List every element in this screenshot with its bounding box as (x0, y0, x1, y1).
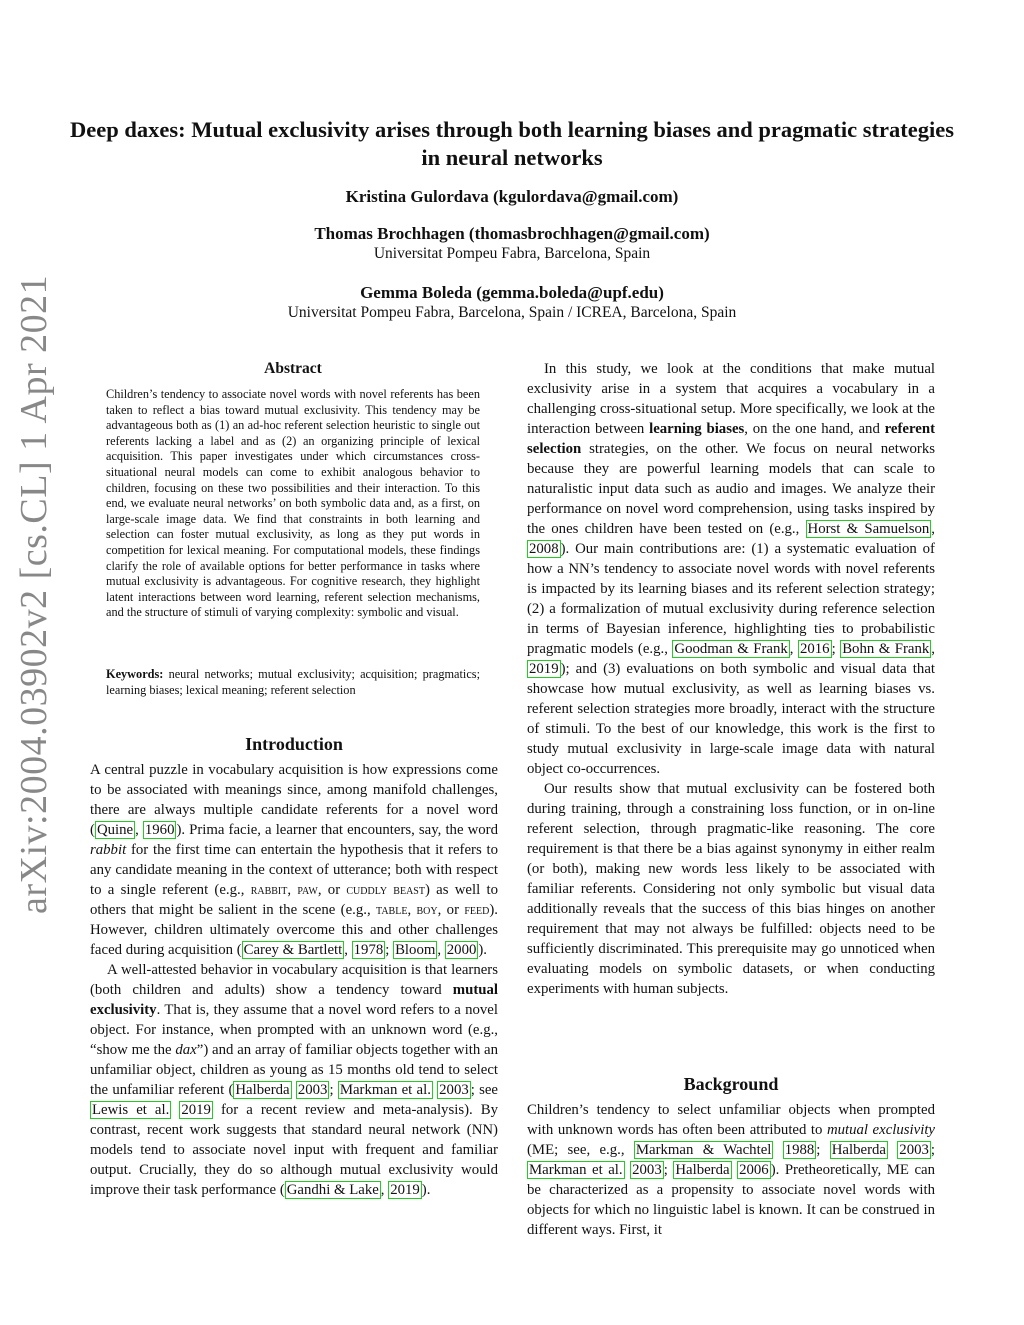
background-body (527, 1100, 935, 1240)
author-2: Thomas Brochhagen (thomasbrochhagen@gmail.com) (314, 224, 710, 243)
citation-link[interactable]: 2000 (446, 942, 477, 958)
citation-link[interactable]: 2019 (529, 661, 559, 677)
arxiv-identifier: arXiv:2004.03902v2 [cs.CL] 1 Apr 2021 (13, 274, 55, 914)
keywords-label: Keywords: (106, 667, 164, 681)
citation-link[interactable]: Goodman & Frank (674, 641, 788, 657)
citation-link[interactable]: Halberda (235, 1082, 290, 1098)
background-heading: Background (683, 1074, 779, 1094)
keywords-list: neural networks; mutual exclusivity; acquisition; pragmatics; learning biases; lexical meaning; referent selection (106, 667, 480, 697)
citation-link[interactable]: Markman et al. (529, 1162, 623, 1178)
citation-link[interactable]: Lewis et al. (92, 1102, 170, 1118)
background-paragraph-1: Children’s tendency to select unfamiliar objects when prompted with unknown words has often been attributed to mutual exclusivity (ME; see, e.g., Markman & Wachtel 1988 ; Halberda 2003 ; Markman et al. 2003 ; Halberda 2006 ). Pretheoretically, ME can be characterized as a propensity to associate novel words with objects for which no linguistic label is known. It can be construed in different ways. First, it (527, 1102, 936, 1238)
citation-link[interactable]: Bloom (395, 942, 436, 958)
citation-link[interactable]: 2003 (439, 1082, 469, 1098)
abstract-heading: Abstract (264, 360, 322, 377)
keywords (106, 667, 480, 698)
citation-link[interactable]: Markman & Wachtel (635, 1142, 772, 1158)
introduction-heading: Introduction (245, 734, 343, 754)
paper-title: Deep daxes: Mutual exclusivity arises through both learning biases and pragmatic strategies in neural networks (70, 117, 954, 170)
citation-link[interactable]: Halberda (675, 1162, 730, 1178)
intro-paragraph-2: A well-attested behavior in vocabulary acquisition is that learners (both children and adults) show a tendency toward mutual exclusivity. That is, they assume that a novel word refers to a novel object. For instance, when prompted with an unknown word (e.g., “show me the dax”) and an array of familiar objects together with an unfamiliar object, children as young as 15 months old tend to select the unfamiliar referent ( Halberda 2003 ; Markman et al. 2003 ; see Lewis et al. 2019 for a recent review and meta-analysis). By contrast, recent work suggests that standard neural network (NN) models tend to associate novel input with frequent and familiar output. Crucially, they do so although mutual exclusivity would improve their task performance ( Gandhi & Lake , 2019 ). (90, 962, 499, 1198)
right-paragraph-2: Our results show that mutual exclusivity can be fostered both during training, through a constraining loss function, or in on-line referent selection, through pragmatic-like reasoning. The core requirement is that there be a bias against synonymy in either realm (or both), making new words less likely to be associated with familiar referents. Considering not only symbolic but visual data additionally reveals that the success of this bias hinges on another requirement that may not always be fulfilled: objects need to be sufficiently discriminated. This prerequisite may go unnoticed when evaluating models on symbolic datasets, or when conducting experiments with human subjects. (527, 781, 935, 997)
citation-link[interactable]: 2019 (181, 1102, 211, 1118)
citation-link[interactable]: Carey & Bartlett (243, 942, 343, 958)
author-3-affiliation: Universitat Pompeu Fabra, Barcelona, Spain / ICREA, Barcelona, Spain (287, 304, 737, 321)
citation-link[interactable]: 1960 (144, 822, 175, 838)
citation-link[interactable]: Markman et al. (339, 1082, 431, 1098)
citation-link[interactable]: 2008 (529, 541, 559, 557)
author-1: Kristina Gulordava (kgulordava@gmail.com) (345, 187, 679, 206)
citation-link[interactable]: 1978 (353, 942, 384, 958)
citation-link[interactable]: 2003 (632, 1162, 662, 1178)
citation-link[interactable]: 1988 (784, 1142, 815, 1158)
citation-link[interactable]: 2019 (390, 1182, 420, 1198)
author-3: Gemma Boleda (gemma.boleda@upf.edu) (360, 283, 664, 302)
citation-link[interactable]: Bohn & Frank (842, 641, 930, 657)
citation-link[interactable]: Horst & Samuelson (807, 521, 930, 537)
right-column (527, 359, 935, 999)
citation-link[interactable]: Quine (96, 822, 134, 838)
right-paragraph-1: In this study, we look at the conditions that make mutual exclusivity arise in a system that acquires a vocabulary in a challenging cross-situational setup. More specifically, we look at the interaction between learning biases, on the one hand, and referent selection strategies, on the other. We focus on neural networks because they are powerful learning models that can scale to naturalistic input data such as audio and images. We analyze their performance on novel word comprehension, using tasks inspired by the ones children have been tested on (e.g., Horst & Samuelson , 2008 ). Our main contributions are: (1) a systematic evaluation of how a NN’s tendency to associate novel words with novel referents is impacted by its learning biases and its referent selection strategy; (2) a formalization of mutual exclusivity during reference selection in terms of Bayesian inference, highlighting ties to probabilistic pragmatic models (e.g., Goodman & Frank , 2016 ; Bohn & Frank , 2019 ); and (3) evaluations on both symbolic and visual data that showcase how mutual exclusivity, as well as learning biases vs. referent selection strategies more broadly, interact with the structure of stimuli. To the best of our knowledge, this work is the first to study mutual exclusivity in large-scale image data with natural object co-occurrences. (527, 361, 936, 777)
citation-link[interactable]: 2016 (799, 641, 830, 657)
citation-link[interactable]: 2003 (899, 1142, 929, 1158)
citation-link[interactable]: Gandhi & Lake (286, 1182, 379, 1198)
citation-link[interactable]: 2003 (297, 1082, 328, 1098)
abstract-text: Children’s tendency to associate novel words with novel referents has been taken to reflect a bias toward mutual exclusivity. This tendency may be advantageous both as (1) an ad-hoc referent selection heuristic to single out referents lacking a label and as (2) an organizing principle of lexical acquisition. This paper investigates under which circumstances cross-situational neural models can come to exhibit analogous behavior to children, focusing on these two possibilities and their interaction. To this end, we evaluate neural networks’ on both symbolic data and, as a first, on large-scale image data. We find that constraints in both learning and selection can foster mutual exclusivity, as long as they put words in competition for lexical meaning. For computational models, these findings clarify the role of available options for better performance in tasks where mutual exclusivity is advantageous. For cognitive research, they highlight latent interactions between word learning, referent selection mechanisms, and the structure of stimuli of varying complexity: symbolic and visual. (106, 387, 480, 620)
intro-paragraph-1: A central puzzle in vocabulary acquisition is how expressions come to be associated with meanings since, among manifold challenges, there are always multiple candidate referents for a novel word ( Quine , 1960 ). Prima facie, a learner that encounters, say, the word rabbit for the first time can entertain the hypothesis that it refers to any candidate meaning in the context of utterance; both with respect to a single referent (e.g., rabbit, paw, or cuddly beast) as well to others that might be salient in the scene (e.g., table, boy, or feed). However, children ultimately overcome this and other challenges faced during acquisition ( Carey & Bartlett , 1978 ; Bloom , 2000 ). (90, 762, 498, 958)
citation-link[interactable]: Halberda (831, 1142, 886, 1158)
citation-link[interactable]: 2006 (739, 1162, 769, 1178)
left-column (90, 760, 498, 1200)
author-2-affiliation: Universitat Pompeu Fabra, Barcelona, Spain (373, 245, 651, 262)
